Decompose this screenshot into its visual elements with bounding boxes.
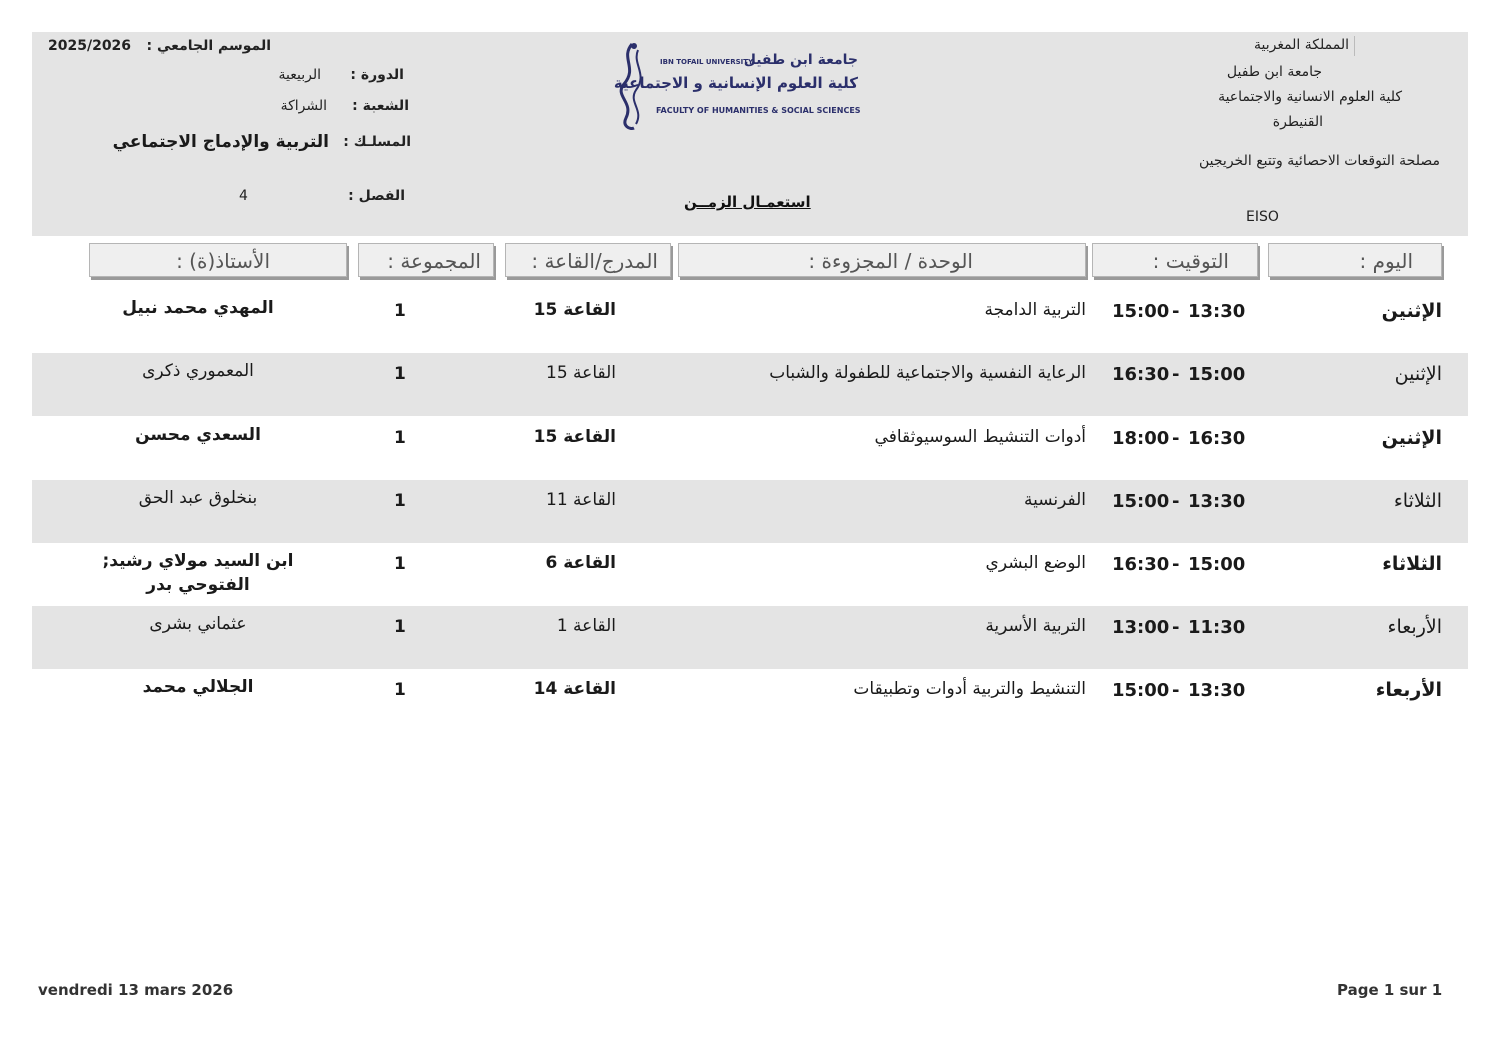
row-module: التربية الدامجة (984, 300, 1086, 320)
row-room: القاعة 15 (533, 300, 616, 320)
row-start-time: 13:30 (1188, 491, 1246, 512)
row-time-separator: - (1172, 364, 1180, 385)
row-professor: السعدي محسن (135, 425, 261, 445)
logo-latin-faculty: FACULTY OF HUMANITIES & SOCIAL SCIENCES (656, 106, 861, 115)
row-time-separator: - (1172, 554, 1180, 575)
column-header-time: التوقيت : (1092, 243, 1258, 277)
row-start-time: 11:30 (1188, 617, 1246, 638)
semester-value: 4 (239, 188, 248, 204)
row-time-separator: - (1172, 428, 1180, 449)
row-group: 1 (394, 554, 406, 574)
row-module: أدوات التنشيط السوسيوثقافي (874, 427, 1086, 447)
row-professor: عثماني بشرى (149, 614, 247, 634)
code-text: EISO (1246, 209, 1279, 225)
row-end-time: 15:00 (1112, 680, 1170, 701)
row-day: الإثنين (1381, 427, 1442, 449)
row-time-separator: - (1172, 680, 1180, 701)
row-room: القاعة 15 (533, 427, 616, 447)
row-group: 1 (394, 680, 406, 700)
row-time-separator: - (1172, 617, 1180, 638)
footer-date: vendredi 13 mars 2026 (38, 981, 234, 999)
row-group: 1 (394, 428, 406, 448)
row-day: الأربعاء (1375, 679, 1442, 701)
university-logo (612, 40, 862, 132)
track-label: المسلـك : (343, 134, 411, 150)
row-end-time: 13:00 (1112, 617, 1170, 638)
row-start-time: 13:30 (1188, 301, 1246, 322)
table-row (32, 290, 1468, 353)
row-end-time: 16:30 (1112, 554, 1170, 575)
row-day: الأربعاء (1387, 616, 1442, 638)
table-row (32, 417, 1468, 480)
column-header-professor: الأستاذ(ة) : (89, 243, 347, 277)
column-header-group: المجموعة : (358, 243, 494, 277)
kingdom-text: المملكة المغربية (1253, 37, 1349, 53)
row-group: 1 (394, 364, 406, 384)
session-value: الربيعية (278, 67, 321, 83)
table-row (32, 353, 1468, 416)
row-day: الثلاثاء (1393, 490, 1442, 512)
season-value: 2025/2026 (48, 38, 132, 54)
row-group: 1 (394, 301, 406, 321)
row-end-time: 16:30 (1112, 364, 1170, 385)
logo-latin-top: IBN TOFAIL UNIVERSITY (660, 58, 754, 66)
row-start-time: 16:30 (1188, 428, 1246, 449)
row-module: التربية الأسرية (985, 616, 1086, 636)
row-module: الفرنسية (1023, 490, 1086, 510)
row-room: القاعة 15 (546, 363, 616, 383)
track-value: التربية والإدماج الاجتماعي (112, 132, 329, 152)
table-row (32, 606, 1468, 669)
row-time-separator: - (1172, 301, 1180, 322)
row-day: الإثنين (1394, 363, 1442, 385)
row-end-time: 15:00 (1112, 301, 1170, 322)
row-module: الرعاية النفسية والاجتماعية للطفولة والشباب (769, 363, 1086, 383)
row-group: 1 (394, 617, 406, 637)
row-time-separator: - (1172, 491, 1180, 512)
table-row (32, 669, 1468, 732)
row-professor: ابن السيد مولاي رشيد; الفتوحي بدر (102, 551, 294, 595)
session-label: الدورة : (350, 67, 404, 83)
row-professor: الجلالي محمد (142, 677, 254, 697)
faculty-text: كلية العلوم الانسانية والاجتماعية (1218, 89, 1402, 105)
university-text: جامعة ابن طفيل (1226, 64, 1322, 80)
row-day: الإثنين (1381, 300, 1442, 322)
row-module: التنشيط والتربية أدوات وتطبيقات (853, 679, 1086, 699)
row-room: القاعة 14 (533, 679, 616, 699)
column-header-room: المدرج/القاعة : (505, 243, 671, 277)
row-day: الثلاثاء (1382, 553, 1442, 575)
semester-label: الفصل : (348, 188, 405, 204)
table-row (32, 543, 1468, 606)
row-professor: المهدي محمد نبيل (122, 298, 274, 318)
division-label: الشعبة : (352, 98, 409, 114)
row-professor: بنخلوق عبد الحق (138, 488, 258, 508)
row-start-time: 15:00 (1188, 364, 1246, 385)
row-start-time: 13:30 (1188, 680, 1246, 701)
row-room: القاعة 6 (545, 553, 616, 573)
footer-page: Page 1 sur 1 (1337, 981, 1443, 999)
service-text: مصلحة التوقعات الاحصائية وتتبع الخريجين (1199, 153, 1440, 169)
row-start-time: 15:00 (1188, 554, 1246, 575)
header-divider (1354, 36, 1355, 56)
row-module: الوضع البشري (985, 553, 1086, 573)
logo-arabic-top: جامعة ابن طفيل (743, 52, 858, 68)
city-text: القنيطرة (1272, 114, 1323, 130)
division-value: الشراكة (280, 98, 327, 114)
row-group: 1 (394, 491, 406, 511)
page-title: استعمـال الزمــن (684, 193, 811, 211)
row-professor: المعموري ذكرى (142, 361, 254, 381)
logo-arabic-faculty: كلية العلوم الإنسانية و الاجتماعية (613, 74, 858, 92)
row-end-time: 18:00 (1112, 428, 1170, 449)
row-room: القاعة 11 (546, 490, 616, 510)
table-row (32, 480, 1468, 543)
row-end-time: 15:00 (1112, 491, 1170, 512)
column-header-day: اليوم : (1268, 243, 1442, 277)
season-label: الموسم الجامعي : (146, 38, 271, 54)
column-header-module: الوحدة / المجزوءة : (678, 243, 1086, 277)
row-room: القاعة 1 (556, 616, 616, 636)
